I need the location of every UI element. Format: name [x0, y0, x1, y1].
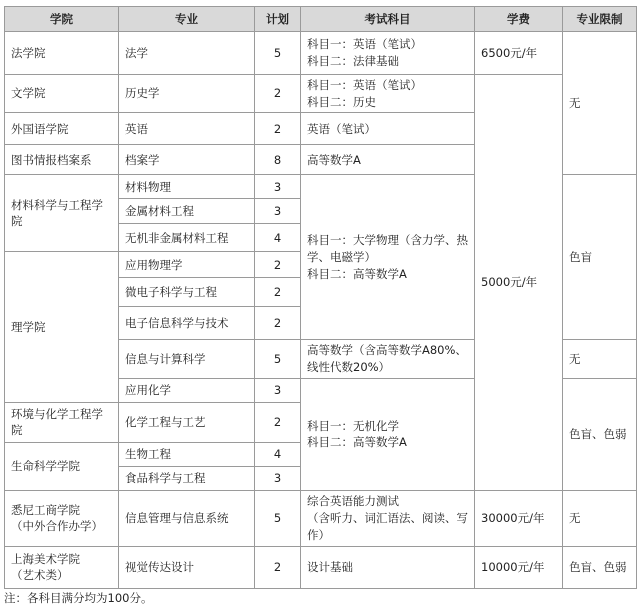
- major-cell: 信息与计算科学: [119, 340, 255, 378]
- table-row: [5, 32, 637, 75]
- plan-cell: 2: [255, 75, 301, 113]
- college-cell: 图书情报档案系: [5, 145, 119, 175]
- college-cell: 上海美术学院 （艺术类）: [5, 546, 119, 588]
- plan-cell: 5: [255, 32, 301, 75]
- subject-cell: 英语（笔试）: [301, 113, 475, 145]
- header-college: 学院: [5, 7, 119, 32]
- subject-cell: 科目一：无机化学 科目二：高等数学A: [301, 378, 475, 490]
- major-cell: 无机非金属材料工程: [119, 224, 255, 252]
- fee-cell: 30000元/年: [475, 490, 563, 546]
- plan-cell: 4: [255, 442, 301, 466]
- plan-cell: 3: [255, 378, 301, 402]
- plan-cell: 2: [255, 307, 301, 340]
- major-cell: 应用物理学: [119, 252, 255, 278]
- plan-cell: 5: [255, 340, 301, 378]
- subject-cell: 高等数学A: [301, 145, 475, 175]
- limit-cell: 色盲、色弱: [563, 546, 637, 588]
- limit-cell: 色盲、色弱: [563, 378, 637, 490]
- subject-cell: 综合英语能力测试 （含听力、词汇语法、阅读、写作）: [301, 490, 475, 546]
- header-limit: 专业限制: [563, 7, 637, 32]
- plan-cell: 2: [255, 113, 301, 145]
- fee-cell: 5000元/年: [475, 75, 563, 491]
- major-cell: 化学工程与工艺: [119, 402, 255, 442]
- header-fee: 学费: [475, 7, 563, 32]
- college-cell: 环境与化学工程学院: [5, 402, 119, 442]
- college-cell: 文学院: [5, 75, 119, 113]
- major-cell: 材料物理: [119, 175, 255, 199]
- major-cell: 金属材料工程: [119, 199, 255, 224]
- major-cell: 应用化学: [119, 378, 255, 402]
- limit-cell: 无: [563, 32, 637, 175]
- admission-table: [4, 6, 637, 589]
- header-subjects: 考试科目: [301, 7, 475, 32]
- limit-cell: 无: [563, 490, 637, 546]
- footnote: 注：各科目满分均为100分。: [4, 591, 153, 605]
- major-cell: 英语: [119, 113, 255, 145]
- subject-cell: 科目一：大学物理（含力学、热学、电磁学） 科目二：高等数学A: [301, 175, 475, 340]
- subject-cell: 设计基础: [301, 546, 475, 588]
- table-header-row: [5, 7, 637, 32]
- major-cell: 法学: [119, 32, 255, 75]
- plan-cell: 8: [255, 145, 301, 175]
- plan-cell: 5: [255, 490, 301, 546]
- college-cell: 悉尼工商学院 （中外合作办学）: [5, 490, 119, 546]
- plan-cell: 2: [255, 278, 301, 307]
- major-cell: 食品科学与工程: [119, 466, 255, 490]
- plan-cell: 4: [255, 224, 301, 252]
- college-cell: 法学院: [5, 32, 119, 75]
- plan-cell: 3: [255, 175, 301, 199]
- plan-cell: 2: [255, 546, 301, 588]
- college-cell: 生命科学学院: [5, 442, 119, 490]
- major-cell: 信息管理与信息系统: [119, 490, 255, 546]
- subject-cell: 高等数学（含高等数学A80%、线性代数20%）: [301, 340, 475, 378]
- subject-cell: 科目一：英语（笔试） 科目二：历史: [301, 75, 475, 113]
- plan-cell: 3: [255, 199, 301, 224]
- college-cell: 理学院: [5, 252, 119, 402]
- table-row: [5, 546, 637, 588]
- table-row: [5, 75, 637, 113]
- subject-cell: 科目一：英语（笔试） 科目二：法律基础: [301, 32, 475, 75]
- college-cell: 外国语学院: [5, 113, 119, 145]
- major-cell: 生物工程: [119, 442, 255, 466]
- college-cell: 材料科学与工程学院: [5, 175, 119, 252]
- limit-cell: 无: [563, 340, 637, 378]
- major-cell: 微电子科学与工程: [119, 278, 255, 307]
- major-cell: 档案学: [119, 145, 255, 175]
- limit-cell: 色盲: [563, 175, 637, 340]
- header-major: 专业: [119, 7, 255, 32]
- major-cell: 视觉传达设计: [119, 546, 255, 588]
- plan-cell: 3: [255, 466, 301, 490]
- major-cell: 历史学: [119, 75, 255, 113]
- fee-cell: 10000元/年: [475, 546, 563, 588]
- fee-cell: 6500元/年: [475, 32, 563, 75]
- plan-cell: 2: [255, 402, 301, 442]
- plan-cell: 2: [255, 252, 301, 278]
- table-row: [5, 490, 637, 546]
- major-cell: 电子信息科学与技术: [119, 307, 255, 340]
- header-plan: 计划: [255, 7, 301, 32]
